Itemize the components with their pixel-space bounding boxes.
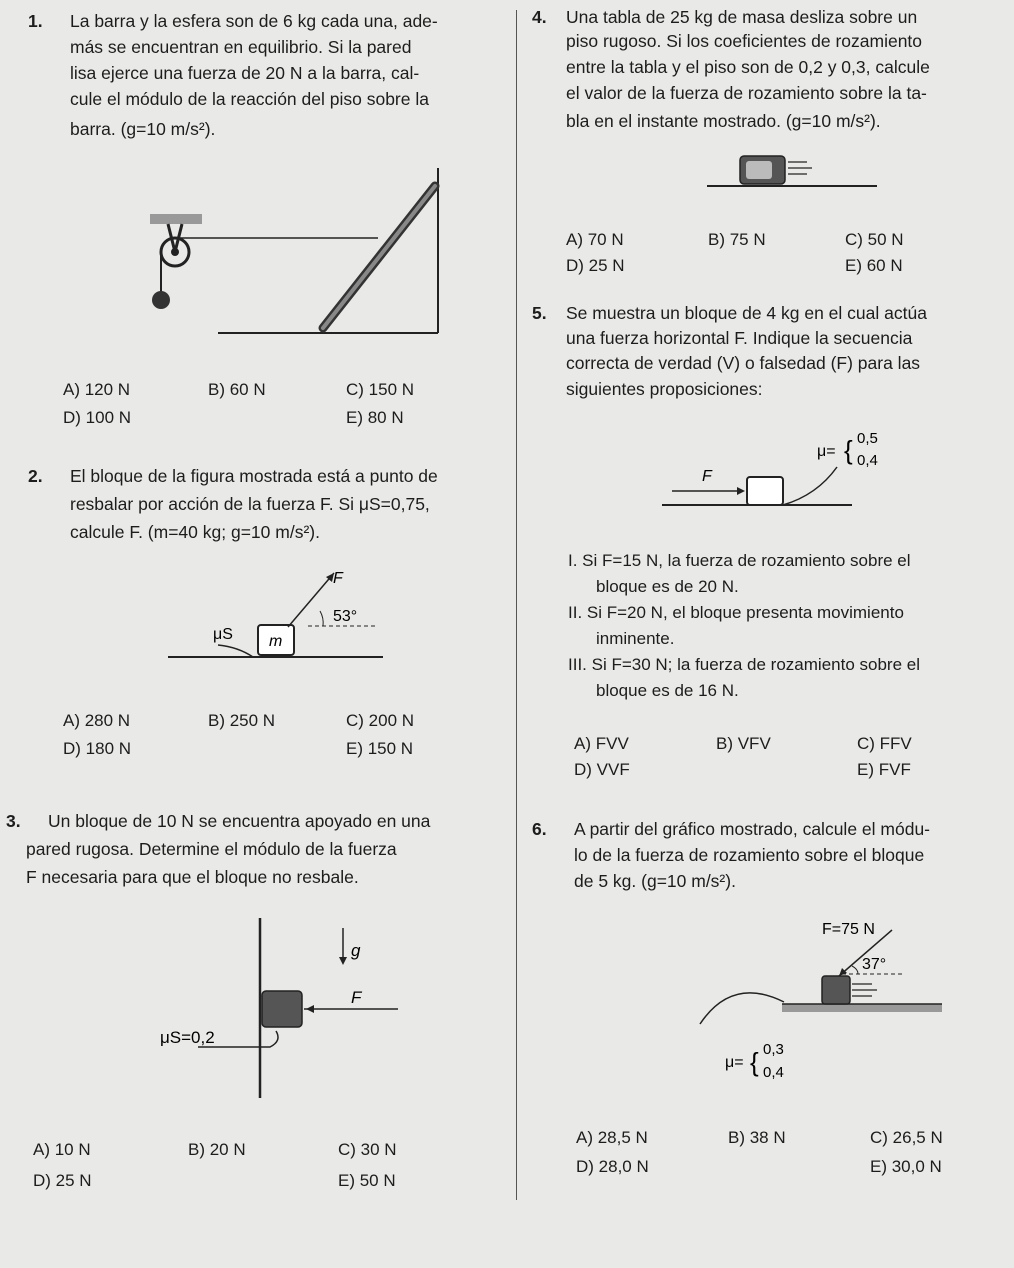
question-line: lisa ejerce una fuerza de 20 N a la barra, cal-	[70, 63, 420, 83]
column-divider	[516, 10, 517, 1200]
question-line: F necesaria para que el bloque no resbale.	[26, 867, 359, 887]
option-e[interactable]: E) 30,0 N	[870, 1157, 942, 1176]
block	[822, 976, 850, 1004]
statement-line: bloque es de 16 N.	[596, 681, 739, 700]
force-label: F=75 N	[822, 921, 875, 938]
option-e[interactable]: E) 60 N	[845, 256, 903, 275]
option-d[interactable]: D) 25 N	[33, 1171, 92, 1190]
question-line: bla en el instante mostrado. (g=10 m/s²).	[566, 111, 881, 131]
mu-label: μS	[213, 626, 233, 643]
mu-static: 0,5	[857, 430, 878, 447]
statement-line: inminente.	[596, 629, 675, 648]
option-a[interactable]: A) 280 N	[63, 711, 131, 730]
question-number: 6.	[532, 819, 547, 839]
figure-bar-sphere	[138, 168, 458, 353]
option-c[interactable]: C) 200 N	[346, 711, 415, 730]
question-line: el valor de la fuerza de rozamiento sobre la ta-	[566, 83, 927, 103]
statement-line: III. Si F=30 N; la fuerza de rozamiento sobre el	[568, 655, 920, 674]
mu-static: 0,3	[763, 1041, 784, 1058]
question-line: Un bloque de 10 N se encuentra apoyado en una	[48, 811, 431, 831]
question-line: una fuerza horizontal F. Indique la secuencia	[566, 328, 913, 348]
option-a[interactable]: A) 10 N	[33, 1140, 91, 1159]
option-c[interactable]: C) 50 N	[845, 230, 904, 249]
mu-label: μ=	[725, 1054, 744, 1071]
option-b[interactable]: B) 60 N	[208, 380, 266, 399]
question-line: siguientes proposiciones:	[566, 379, 763, 399]
sphere	[152, 291, 170, 309]
option-d[interactable]: D) 25 N	[566, 256, 625, 275]
option-d[interactable]: D) 28,0 N	[576, 1157, 649, 1176]
option-b[interactable]: B) 20 N	[188, 1140, 246, 1159]
option-b[interactable]: B) 75 N	[708, 230, 766, 249]
figure-sliding-board	[702, 152, 882, 197]
figure-horizontal-force	[657, 419, 897, 514]
question-line: Se muestra un bloque de 4 kg en el cual actúa	[566, 303, 927, 323]
option-a[interactable]: A) FVV	[574, 734, 629, 753]
ceiling-support	[150, 214, 202, 224]
angle-label: 37°	[862, 956, 887, 973]
brace: {	[844, 435, 853, 465]
force-label: F	[702, 468, 712, 485]
option-e[interactable]: E) 80 N	[346, 408, 404, 427]
mu-label: μ=	[817, 443, 836, 460]
figure-wall-block	[158, 913, 398, 1103]
figure-inclined-force	[692, 914, 952, 1094]
force-arrow	[288, 573, 334, 627]
mu-kinetic: 0,4	[763, 1064, 784, 1081]
question-line: cule el módulo de la reacción del piso sobre la	[70, 89, 429, 109]
option-e[interactable]: E) 50 N	[338, 1171, 396, 1190]
question-line: El bloque de la figura mostrada está a punto de	[70, 466, 438, 486]
option-c[interactable]: C) 30 N	[338, 1140, 397, 1159]
block	[747, 477, 783, 505]
figure-block-force	[158, 563, 398, 673]
statement-line: bloque es de 20 N.	[596, 577, 739, 596]
option-d[interactable]: D) 100 N	[63, 408, 132, 427]
question-line: La barra y la esfera son de 6 kg cada una, ade-	[70, 11, 438, 31]
option-c[interactable]: C) FFV	[857, 734, 912, 753]
question-line: piso rugoso. Si los coeficientes de rozamiento	[566, 31, 923, 51]
question-line: A partir del gráfico mostrado, calcule el módu-	[574, 819, 930, 839]
option-c[interactable]: C) 26,5 N	[870, 1128, 943, 1147]
question-number: 3.	[6, 811, 21, 831]
option-b[interactable]: B) 250 N	[208, 711, 276, 730]
angle-label: 53°	[333, 608, 358, 625]
question-number: 5.	[532, 303, 547, 323]
option-a[interactable]: A) 28,5 N	[576, 1128, 648, 1147]
statement-line: II. Si F=20 N, el bloque presenta movimiento	[568, 603, 904, 622]
question-line: más se encuentran en equilibrio. Si la pared	[70, 37, 412, 57]
question-number: 4.	[532, 7, 547, 27]
option-c[interactable]: C) 150 N	[346, 380, 415, 399]
gravity-label: g	[351, 941, 361, 960]
question-number: 2.	[28, 466, 43, 486]
option-e[interactable]: E) 150 N	[346, 739, 414, 758]
brace: {	[750, 1047, 759, 1077]
question-line: correcta de verdad (V) o falsedad (F) para las	[566, 353, 921, 373]
question-line: pared rugosa. Determine el módulo de la fuerza	[26, 839, 397, 859]
question-number: 1.	[28, 11, 43, 31]
question-line: resbalar por acción de la fuerza F. Si μS=0,75,	[70, 494, 430, 514]
question-line: barra. (g=10 m/s²).	[70, 119, 216, 139]
statement-line: I. Si F=15 N, la fuerza de rozamiento sobre el	[568, 551, 911, 570]
force-label: F	[351, 988, 362, 1007]
block	[262, 991, 302, 1027]
mu-label: μS=0,2	[160, 1028, 215, 1047]
option-a[interactable]: A) 120 N	[63, 380, 131, 399]
option-d[interactable]: D) VVF	[574, 760, 630, 779]
option-d[interactable]: D) 180 N	[63, 739, 132, 758]
question-line: calcule F. (m=40 kg; g=10 m/s²).	[70, 522, 320, 542]
question-line: entre la tabla y el piso son de 0,2 y 0,3, calcule	[566, 57, 930, 77]
option-b[interactable]: B) VFV	[716, 734, 771, 753]
option-e[interactable]: E) FVF	[857, 760, 911, 779]
floor	[782, 1004, 942, 1012]
question-line: lo de la fuerza de rozamiento sobre el bloque	[574, 845, 925, 865]
question-line: de 5 kg. (g=10 m/s²).	[574, 871, 736, 891]
mass-label: m	[269, 633, 283, 650]
question-line: Una tabla de 25 kg de masa desliza sobre un	[566, 7, 918, 27]
option-a[interactable]: A) 70 N	[566, 230, 624, 249]
option-b[interactable]: B) 38 N	[728, 1128, 786, 1147]
force-label: F	[333, 570, 343, 587]
board-highlight	[746, 161, 772, 179]
mu-kinetic: 0,4	[857, 452, 878, 469]
